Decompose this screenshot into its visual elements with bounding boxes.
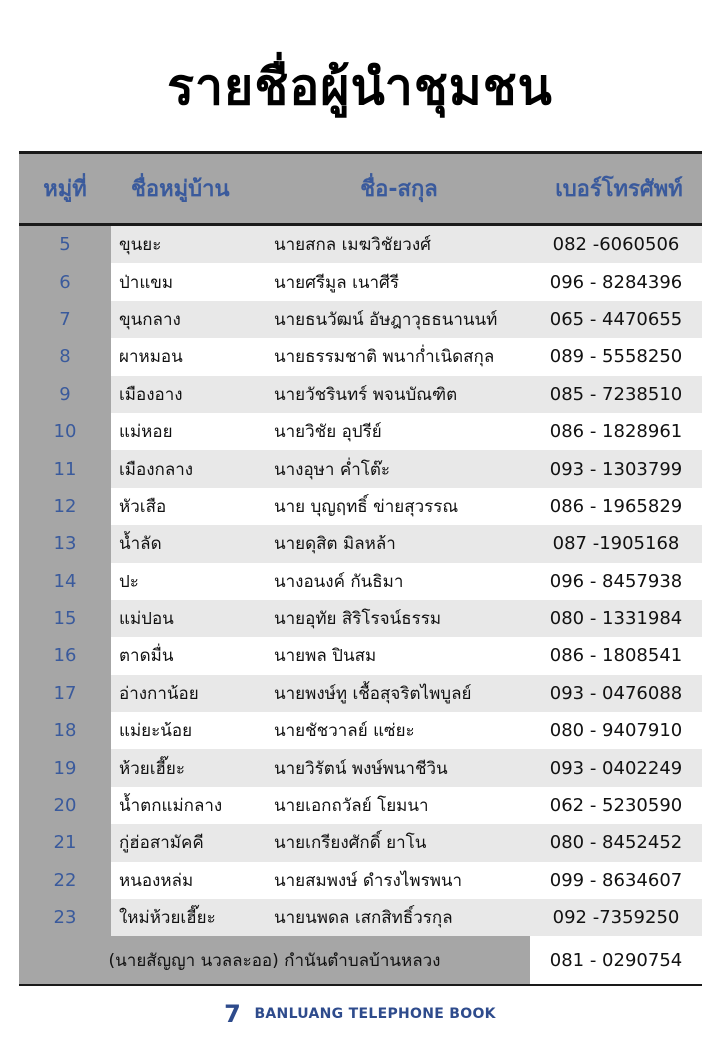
row-main <box>111 675 702 712</box>
row-name: นายเกรียงศักดิ์ ยาโน <box>274 833 427 854</box>
row-phone: 093 - 1303799 <box>549 458 683 480</box>
row-moo: 15 <box>19 600 111 637</box>
row-main <box>111 862 702 899</box>
row-moo: 22 <box>19 862 111 899</box>
row-main <box>111 563 702 600</box>
row-phone: 065 - 4470655 <box>549 308 683 330</box>
row-village: น้ำลัด <box>119 534 162 555</box>
row-main <box>111 450 702 487</box>
row-phone: 089 - 5558250 <box>549 346 683 368</box>
row-moo: 13 <box>19 525 111 562</box>
header-moo: หมู่ที่ <box>43 177 87 202</box>
row-main <box>111 824 702 861</box>
page-title: รายชื่อผู้นำชุมชน <box>167 58 553 116</box>
row-main <box>111 488 702 525</box>
row-phone: 096 - 8284396 <box>549 271 683 293</box>
row-name: นายดุสิต มิลหล้า <box>274 534 396 555</box>
row-phone: 093 - 0402249 <box>549 757 683 779</box>
table-footer-row <box>19 936 702 984</box>
row-moo: 14 <box>19 563 111 600</box>
row-main <box>111 525 702 562</box>
row-phone: 082 -6060506 <box>552 234 680 256</box>
row-name: นายอุทัย สิริโรจน์ธรรม <box>274 609 442 630</box>
row-phone: 093 - 0476088 <box>549 682 683 704</box>
row-name: นายธนวัฒน์ อัษฎาวุธธนานนท์ <box>274 309 498 330</box>
row-main <box>111 338 702 375</box>
table-row <box>19 413 702 450</box>
row-village: หัวเสือ <box>119 496 167 517</box>
row-moo: 5 <box>19 226 111 263</box>
row-phone: 092 -7359250 <box>552 907 680 929</box>
row-village: กู่ฮ่อสามัคคี <box>119 833 204 854</box>
row-village: เมืองอาง <box>119 384 183 405</box>
row-phone: 086 - 1828961 <box>549 421 683 443</box>
row-village: ใหม่ห้วยเฮี๊ยะ <box>119 908 216 929</box>
row-village: ห้วยเฮี๊ยะ <box>119 758 185 779</box>
kamnan-phone: 081 - 0290754 <box>530 936 702 984</box>
row-village: ปะ <box>119 571 139 592</box>
table-row <box>19 563 702 600</box>
row-name: นายพงษ์ทู เชื้อสุจริตไพบูลย์ <box>274 683 472 704</box>
row-name: นางอุษา ค่ำโต๊ะ <box>274 459 391 480</box>
row-main <box>111 600 702 637</box>
row-main <box>111 413 702 450</box>
row-name: นางอนงค์ กันธิมา <box>274 571 404 592</box>
book-name: BANLUANG TELEPHONE BOOK <box>254 1006 496 1022</box>
row-phone: 085 - 7238510 <box>549 383 683 405</box>
row-village: ขุนยะ <box>119 235 162 256</box>
row-village: ขุนกลาง <box>119 309 181 330</box>
table-row <box>19 338 702 375</box>
row-main <box>111 376 702 413</box>
row-main <box>111 263 702 300</box>
row-moo: 20 <box>19 787 111 824</box>
table-row <box>19 525 702 562</box>
row-name: นายสมพงษ์ ดำรงไพรพนา <box>274 870 463 891</box>
row-name: นายวัชรินทร์ พจนบัณฑิต <box>274 384 458 405</box>
row-village: แม่ยะน้อย <box>119 721 193 742</box>
row-village: แม่หอย <box>119 422 173 443</box>
row-village: ป่าแขม <box>119 272 174 293</box>
row-main <box>111 749 702 786</box>
table-row <box>19 301 702 338</box>
row-village: น้ำตกแม่กลาง <box>119 796 223 817</box>
row-moo: 7 <box>19 301 111 338</box>
page-number: 7 <box>224 1000 241 1028</box>
table-row <box>19 376 702 413</box>
table-row <box>19 450 702 487</box>
row-main <box>111 637 702 674</box>
row-moo: 18 <box>19 712 111 749</box>
row-phone: 096 - 8457938 <box>549 570 683 592</box>
table-row <box>19 226 702 263</box>
row-name: นายธรรมชาติ พนาก่ำเนิดสกุล <box>274 347 495 368</box>
row-phone: 086 - 1808541 <box>549 645 683 667</box>
row-village: เมืองกลาง <box>119 459 194 480</box>
row-name: นายวิรัตน์ พงษ์พนาชีวิน <box>274 758 448 779</box>
table-row <box>19 637 702 674</box>
row-moo: 9 <box>19 376 111 413</box>
row-village: แม่ปอน <box>119 609 174 630</box>
table-row <box>19 899 702 936</box>
table-row <box>19 824 702 861</box>
leaders-table <box>19 151 702 986</box>
row-name: นายวิชัย อุปรีย์ <box>274 422 382 443</box>
table-row <box>19 488 702 525</box>
page-footer <box>0 1000 720 1028</box>
table-bottom-rule <box>19 984 702 986</box>
row-name: นายสกล เมฆวิชัยวงศ์ <box>274 235 431 256</box>
row-main <box>111 301 702 338</box>
header-name: ชื่อ-สกุล <box>360 177 438 202</box>
row-phone: 080 - 1331984 <box>549 608 683 630</box>
row-moo: 11 <box>19 450 111 487</box>
row-moo: 21 <box>19 824 111 861</box>
row-moo: 8 <box>19 338 111 375</box>
table-row <box>19 787 702 824</box>
row-name: นายนพดล เสกสิทธิ์วรกุล <box>274 908 453 929</box>
row-moo: 23 <box>19 899 111 936</box>
row-village: หนองหล่ม <box>119 870 194 891</box>
row-main <box>111 787 702 824</box>
row-phone: 080 - 9407910 <box>549 720 683 742</box>
header-village: ชื่อหมู่บ้าน <box>131 177 230 202</box>
header-phone: เบอร์โทรศัพท์ <box>555 177 683 202</box>
row-moo: 12 <box>19 488 111 525</box>
row-name: นายศรีมูล เนาศีรี <box>274 272 399 293</box>
table-row <box>19 263 702 300</box>
row-name: นายพล ปินสม <box>274 646 377 667</box>
table-row <box>19 600 702 637</box>
row-phone: 087 -1905168 <box>552 533 680 555</box>
row-phone: 080 - 8452452 <box>549 832 683 854</box>
row-name: นาย บุญฤทธิ์ ข่ายสุวรรณ <box>274 496 459 517</box>
table-row <box>19 712 702 749</box>
row-village: ผาหมอน <box>119 347 183 368</box>
table-header <box>19 154 702 226</box>
row-moo: 19 <box>19 749 111 786</box>
row-phone: 086 - 1965829 <box>549 495 683 517</box>
kamnan-label: (นายสัญญา นวลละออ) กำนันตำบลบ้านหลวง <box>19 936 530 984</box>
table-row <box>19 675 702 712</box>
row-village: อ่างกาน้อย <box>119 683 199 704</box>
row-phone: 062 - 5230590 <box>549 795 683 817</box>
row-name: นายเอกถวัลย์ โยมนา <box>274 796 429 817</box>
table-row <box>19 862 702 899</box>
row-phone: 099 - 8634607 <box>549 869 683 891</box>
table-row <box>19 749 702 786</box>
row-moo: 10 <box>19 413 111 450</box>
row-moo: 17 <box>19 675 111 712</box>
row-moo: 6 <box>19 263 111 300</box>
row-moo: 16 <box>19 637 111 674</box>
table-body <box>19 226 702 936</box>
row-main <box>111 226 702 263</box>
row-name: นายชัชวาลย์ แซ่ยะ <box>274 721 415 742</box>
row-main <box>111 899 702 936</box>
row-village: ตาดมื่น <box>119 646 174 667</box>
row-main <box>111 712 702 749</box>
